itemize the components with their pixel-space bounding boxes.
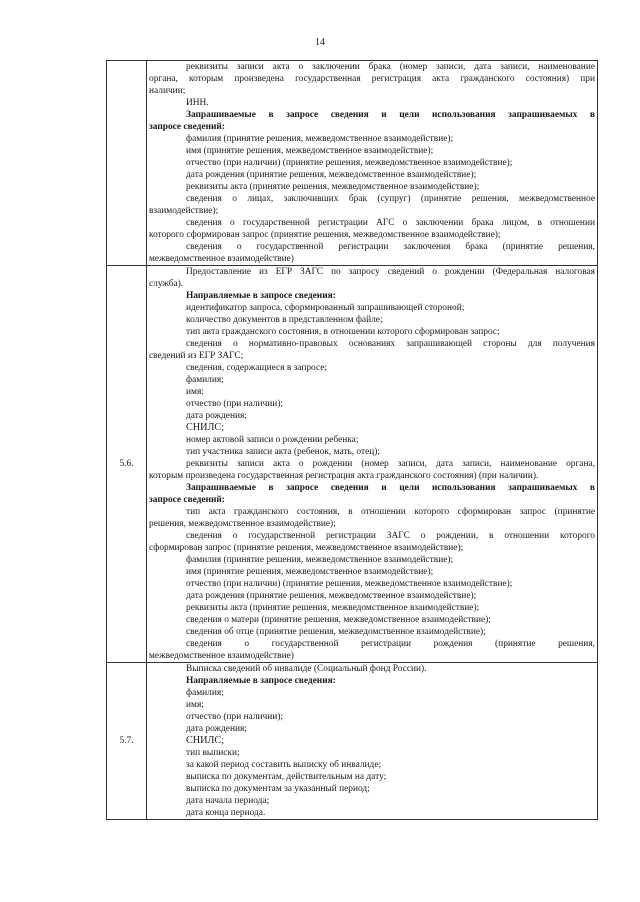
text-line: СНИЛС; bbox=[186, 735, 225, 746]
text-line: межведомственное взаимодействие) bbox=[149, 254, 294, 264]
text-line: фамилия (принятие решения, межведомственное взаимодействие); bbox=[186, 134, 454, 144]
table-row bbox=[107, 61, 598, 266]
text-line: сведения о государственной регистрации заключения брака (принятие решения, bbox=[186, 242, 595, 252]
text-line: сведения об отце (принятие решения, межведомственное взаимодействие); bbox=[186, 627, 486, 637]
text-line: которого сформирован запрос (принятие решения, межведомственное взаимодействие); bbox=[149, 230, 501, 240]
text-line: имя (принятие решения, межведомственное взаимодействие); bbox=[186, 567, 434, 577]
text-line: Выписка сведений об инвалиде (Социальный фонд России). bbox=[186, 664, 427, 674]
row-content bbox=[147, 266, 598, 663]
text-line: отчество (при наличии); bbox=[186, 712, 284, 722]
text-line: реквизиты записи акта о рождении (номер записи, дата записи, наименование органа, bbox=[186, 459, 595, 469]
table-row bbox=[107, 266, 598, 663]
table-body bbox=[107, 61, 598, 820]
text-line: дата рождения (принятие решения, межведомственное взаимодействие); bbox=[186, 170, 477, 180]
text-line: межведомственное взаимодействие) bbox=[149, 651, 294, 661]
text-line: отчество (при наличии); bbox=[186, 399, 284, 409]
text-line: дата рождения; bbox=[186, 724, 247, 734]
text-line: сведения о лицах, заключивших брак (супруг) (принятие решения, межведомственное bbox=[186, 194, 595, 204]
text-line: выписка по документам за указанный период; bbox=[186, 784, 370, 794]
row-number: 5.6. bbox=[107, 266, 147, 663]
row-number: 5.7. bbox=[107, 663, 147, 820]
text-line: дата начала периода; bbox=[186, 796, 270, 806]
text-line: идентификатор запроса, сформированный запрашивающей стороной; bbox=[186, 303, 465, 313]
text-line: сведения о государственной регистрации АГС о заключении брака лицом, в отношении bbox=[186, 218, 595, 228]
requirements-table bbox=[106, 60, 598, 820]
section-heading: Запрашиваемые в запросе сведения и цели использования запрашиваемых в bbox=[186, 483, 595, 493]
text-line: тип акта гражданского состояния, в отношении которого сформирован запрос (принятие bbox=[186, 507, 595, 517]
section-heading: запросе сведений: bbox=[149, 495, 225, 505]
text-line: сведения о нормативно-правовых основаниях запрашивающей стороны для получения bbox=[186, 339, 595, 349]
text-line: отчество (при наличии) (принятие решения, межведомственное взаимодействие); bbox=[186, 158, 513, 168]
text-line: имя (принятие решения, межведомственное взаимодействие); bbox=[186, 146, 434, 156]
text-line: дата конца периода. bbox=[186, 808, 266, 818]
section-heading: запросе сведений: bbox=[149, 122, 225, 132]
table-row bbox=[107, 663, 598, 820]
text-line: за какой период составить выписку об инвалиде; bbox=[186, 760, 382, 770]
text-line: реквизиты акта (принятие решения, межведомственное взаимодействие); bbox=[186, 182, 480, 192]
text-line: ИНН. bbox=[186, 98, 209, 108]
section-heading: Направляемые в запросе сведения: bbox=[186, 291, 336, 301]
text-line: решения, межведомственное взаимодействие); bbox=[149, 519, 336, 529]
section-heading: Запрашиваемые в запросе сведения и цели использования запрашиваемых в bbox=[186, 110, 595, 120]
text-line: номер актовой записи о рождении ребенка; bbox=[186, 435, 359, 445]
text-line: сведения о государственной регистрации ЗАГС о рождении, в отношении которого bbox=[186, 531, 595, 541]
text-line: органа, которым произведена государственная регистрация акта гражданского состояния) при bbox=[149, 74, 595, 84]
text-line: фамилия; bbox=[186, 375, 224, 385]
text-line: наличии; bbox=[149, 86, 186, 96]
text-line: тип выписки; bbox=[186, 748, 240, 758]
text-line: сведения о матери (принятие решения, межведомственное взаимодействие); bbox=[186, 615, 491, 625]
text-line: реквизиты акта (принятие решения, межведомственное взаимодействие); bbox=[186, 603, 480, 613]
text-line: служба). bbox=[149, 279, 184, 289]
row-content bbox=[147, 663, 598, 820]
text-line: количество документов в представленном файле; bbox=[186, 315, 383, 325]
text-line: тип акта гражданского состояния, в отношении которого сформирован запрос; bbox=[186, 327, 500, 337]
text-line: сведений из ЕГР ЗАГС; bbox=[149, 351, 244, 361]
section-heading: Направляемые в запросе сведения: bbox=[186, 676, 336, 686]
row-number bbox=[107, 61, 147, 266]
text-line: выписка по документам, действительным на дату; bbox=[186, 772, 387, 782]
text-line: фамилия; bbox=[186, 688, 224, 698]
text-line: сформирован запрос (принятие решения, межведомственное взаимодействие); bbox=[149, 543, 464, 553]
text-line: взаимодействие); bbox=[149, 206, 219, 216]
text-line: дата рождения (принятие решения, межведомственное взаимодействие); bbox=[186, 591, 477, 601]
text-line: реквизиты записи акта о заключении брака (номер записи, дата записи, наименование bbox=[186, 62, 595, 72]
text-line: имя; bbox=[186, 700, 204, 710]
text-line: имя; bbox=[186, 387, 204, 397]
row-content bbox=[147, 61, 598, 266]
text-line: отчество (при наличии) (принятие решения, межведомственное взаимодействие); bbox=[186, 579, 513, 589]
text-line: сведения о государственной регистрации рождения (принятие решения, bbox=[186, 639, 595, 649]
page-number: 14 bbox=[315, 37, 325, 48]
text-line: сведения, содержащиеся в запросе; bbox=[186, 363, 327, 373]
text-line: СНИЛС; bbox=[186, 422, 225, 433]
text-line: дата рождения; bbox=[186, 411, 247, 421]
text-line: Предоставление из ЕГР ЗАГС по запросу сведений о рождении (Федеральная налоговая bbox=[186, 267, 595, 277]
text-line: которым произведена государственная регистрация акта гражданского состояния) (при наличии). bbox=[149, 471, 539, 481]
text-line: фамилия (принятие решения, межведомственное взаимодействие); bbox=[186, 555, 454, 565]
text-line: тип участника записи акта (ребенок, мать, отец); bbox=[186, 447, 380, 457]
